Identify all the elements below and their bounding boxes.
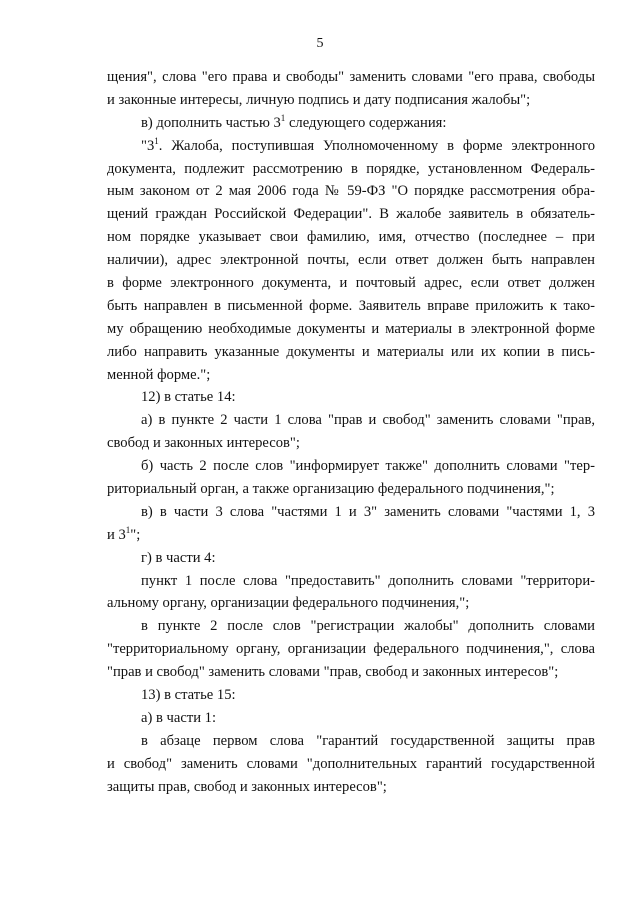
text-line: альному органу, организации федерального подчинения,"; xyxy=(107,595,470,612)
text-line: щений граждан Российской Федерации". В жалобе заявитель в обязатель- xyxy=(107,206,595,223)
text-segment: в) дополнить частью 3 xyxy=(141,114,281,131)
text-segment: . Жалоба, поступившая Уполномоченному в форме электронного xyxy=(158,137,595,154)
text-line: риториальный орган, а также организацию федерального подчинения,"; xyxy=(107,481,555,498)
text-line: а) в пункте 2 части 1 слова "прав и свобод" заменить словами "прав, xyxy=(141,412,595,429)
text-line: и свобод" заменить словами "дополнительных гарантий государственной xyxy=(107,755,595,772)
text-line xyxy=(107,524,595,547)
text-line: в пункте 2 после слов "регистрации жалобы" дополнить словами xyxy=(141,618,595,635)
superscript: 1 xyxy=(125,524,131,535)
text-segment: следующего содержания: xyxy=(285,114,447,131)
text-segment: "3 xyxy=(141,137,155,154)
text-line: менной форме."; xyxy=(107,366,211,383)
text-line: пункт 1 после слова "предоставить" дополнить словами "территори- xyxy=(141,572,595,589)
text-line: и законные интересы, личную подпись и дату подписания жалобы"; xyxy=(107,91,531,108)
page-number: 5 xyxy=(316,36,324,51)
text-line: наличии), адрес электронной почты, если ответ должен быть направлен xyxy=(107,252,595,269)
text-line: в форме электронного документа, и почтовый адрес, если ответ должен xyxy=(107,275,595,292)
text-line: в) в части 3 слова "частями 1 и 3" заменить словами "частями 1, 3 xyxy=(141,503,595,520)
text-line: ным законом от 2 мая 2006 года № 59-ФЗ "О порядке рассмотрения обра- xyxy=(107,183,595,200)
text-line: документа, подлежит рассмотрению в порядке, установленном Федераль- xyxy=(107,160,595,177)
text-line: щения", слова "его права и свободы" заменить словами "его права, свободы xyxy=(107,69,595,85)
text-segment: и 3 xyxy=(107,526,126,543)
text-line: ном порядке указывает свои фамилию, имя, отчество (последнее – при xyxy=(107,229,595,246)
text-line: свобод и законных интересов"; xyxy=(107,435,300,452)
text-line: 13) в статье 15: xyxy=(141,687,236,704)
text-line xyxy=(107,112,595,135)
superscript: 1 xyxy=(280,112,286,123)
text-segment: "; xyxy=(130,526,141,543)
text-line: быть направлен в письменной форме. Заявитель вправе приложить к тако- xyxy=(107,297,595,314)
text-line: а) в части 1: xyxy=(141,709,217,726)
text-line: "территориальному органу, организации федерального подчинения,", слова xyxy=(107,641,595,658)
text-line xyxy=(107,135,595,158)
text-line: г) в части 4: xyxy=(141,549,216,566)
text-line: в абзаце первом слова "гарантий государственной защиты прав xyxy=(141,732,595,749)
superscript: 1 xyxy=(154,135,159,146)
text-line: б) часть 2 после слов "информирует также" дополнить словами "тер- xyxy=(141,458,595,475)
text-line: защиты прав, свобод и законных интересов"; xyxy=(107,778,387,795)
document-body xyxy=(107,66,595,799)
text-line: му обращению необходимые документы и материалы в электронной форме xyxy=(107,320,595,337)
text-line: либо направить указанные документы и материалы или их копии в пись- xyxy=(107,343,595,360)
text-line: 12) в статье 14: xyxy=(141,389,236,406)
text-line: "прав и свобод" заменить словами "прав, свобод и законных интересов"; xyxy=(107,664,559,681)
